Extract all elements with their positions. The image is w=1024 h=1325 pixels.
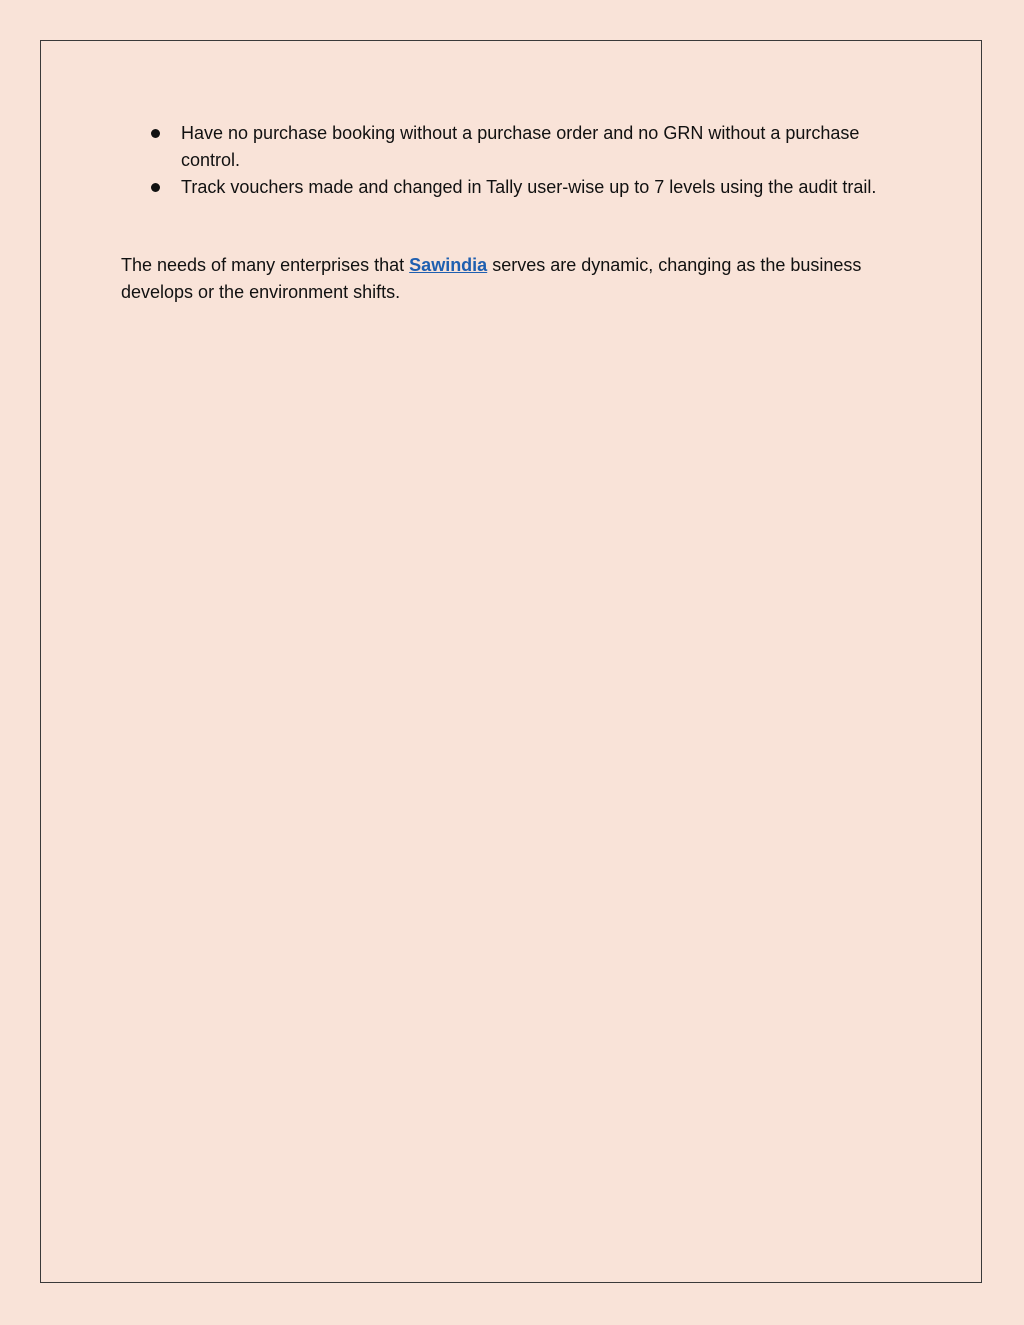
bullet-icon — [151, 129, 160, 138]
bullet-text: Track vouchers made and changed in Tally user-wise up to 7 levels using the audit trail. — [181, 177, 877, 197]
sawindia-link[interactable]: Sawindia — [409, 255, 488, 275]
body-paragraph — [121, 252, 911, 305]
page-border — [40, 40, 982, 1283]
paragraph-text-after-link: serves are dynamic, changing as the business develops or the environment shifts. — [121, 255, 862, 302]
bullet-icon — [151, 183, 160, 192]
paragraph-text-before-link: The needs of many enterprises that — [121, 255, 410, 275]
bullet-text: Have no purchase booking without a purchase order and no GRN without a purchase control. — [181, 123, 860, 170]
